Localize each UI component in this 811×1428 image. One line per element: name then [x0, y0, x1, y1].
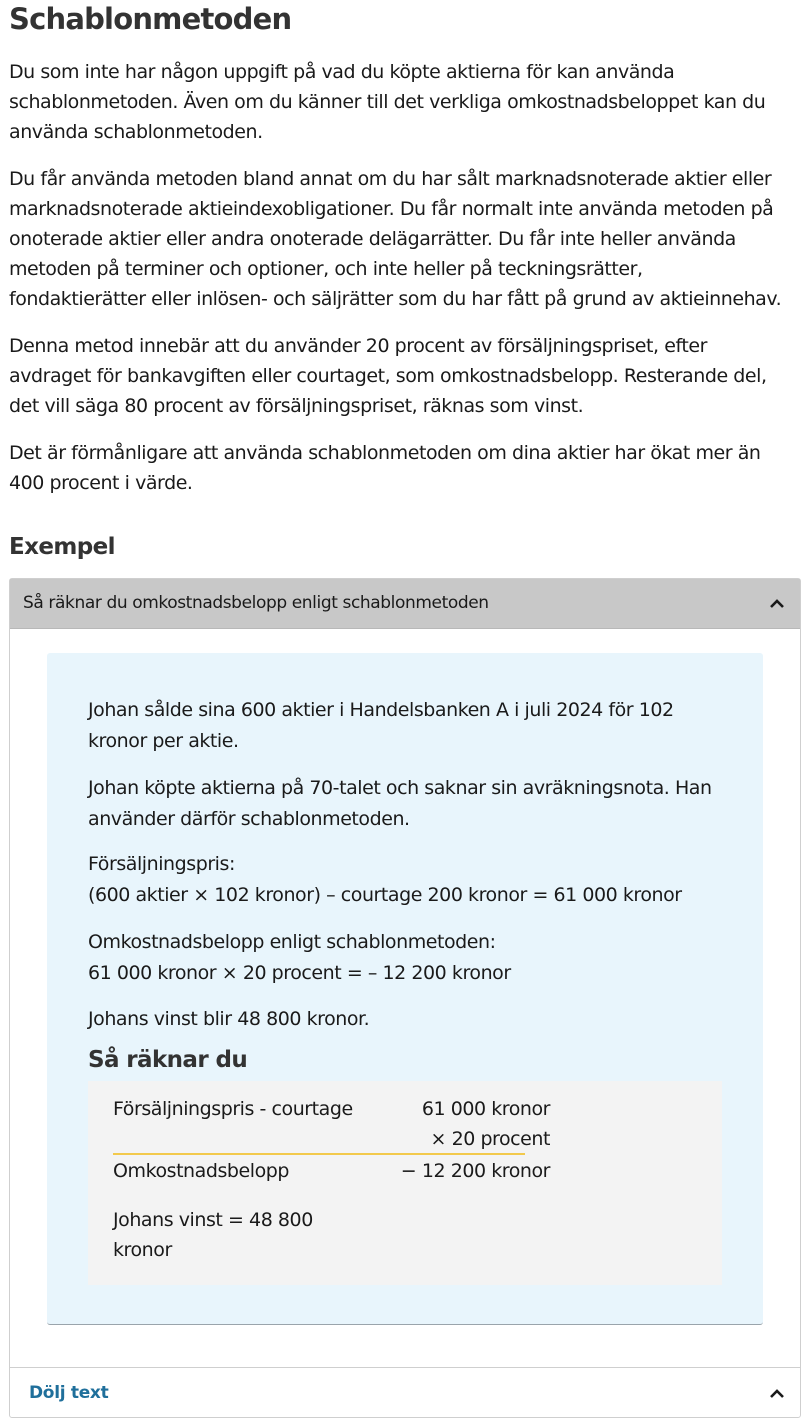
example-paragraph-sale: Johan sålde sina 600 aktier i Handelsbanken A i juli 2024 för 102 kronor per aktie. — [88, 699, 674, 752]
example-box — [47, 653, 763, 1325]
page-title: Schablonmetoden — [9, 2, 292, 36]
example-paragraph-purchase: Johan köpte aktierna på 70-talet och saknar sin avräkningsnota. Han använder därför schablonmetoden. — [88, 777, 712, 830]
accordion-title: Så räknar du omkostnadsbelopp enligt schablonmetoden — [23, 593, 489, 613]
calc-heading: Så räknar du — [88, 1047, 248, 1073]
example-paragraph-price: Försäljningspris: (600 aktier × 102 kronor) – courtage 200 kronor = 61 000 kronor — [88, 853, 682, 906]
example-paragraph-cost: Omkostnadsbelopp enligt schablonmetoden: 61 000 kronor × 20 procent = – 12 200 kronor — [88, 931, 511, 984]
calc-row3-value: − 12 200 kronor — [400, 1160, 550, 1182]
method-paragraph: Denna metod innebär att du använder 20 procent av försäljningspriset, efter avdraget för bankavgiften eller courtaget, som omkostnadsbelopp. Resterande del, det vill säga 80 procent av försäljningspriset, räknas som vinst. — [9, 335, 767, 417]
example-paragraph-profit: Johans vinst blir 48 800 kronor. — [88, 1008, 370, 1030]
rules-paragraph: Du får använda metoden bland annat om du har sålt marknadsnoterade aktier eller marknadsnoterade aktieindexobligationer. Du får normalt inte använda metoden på onoterade aktier eller andra onoterade delägarrätter. Du får inte heller använda metoden på terminer och optioner, och inte heller på teckningsrätter, fondaktierätter eller inlösen- och säljrätter som du har fått på grund av aktieinnehav. — [9, 168, 782, 310]
example-heading: Exempel — [9, 534, 115, 560]
example-accordion — [9, 578, 801, 1418]
calc-row1-value: 61 000 kronor — [421, 1098, 550, 1120]
accordion-header[interactable] — [10, 579, 800, 629]
calc-row2-value: × 20 procent — [430, 1128, 550, 1150]
intro-paragraph: Du som inte har någon uppgift på vad du köpte aktierna för kan använda schablonmetoden. Även om du känner till det verkliga omkostnadsbeloppet kan du använda schablonmetoden. — [9, 61, 766, 143]
calc-row3-label: Omkostnadsbelopp — [113, 1160, 289, 1182]
calc-result-line1: Johans vinst = 48 800 — [113, 1209, 313, 1231]
calc-result-line2: kronor — [113, 1239, 172, 1261]
chevron-up-icon[interactable] — [768, 1385, 786, 1403]
chevron-up-icon — [768, 595, 786, 613]
calc-divider-line — [113, 1153, 525, 1155]
hide-text-link[interactable]: Dölj text — [29, 1383, 109, 1403]
footer-divider — [10, 1367, 800, 1368]
calc-row1-label: Försäljningspris - courtage — [113, 1098, 353, 1120]
advice-paragraph: Det är förmånligare att använda schablonmetoden om dina aktier har ökat mer än 400 procent i värde. — [9, 442, 761, 494]
calculation-box — [88, 1081, 722, 1285]
